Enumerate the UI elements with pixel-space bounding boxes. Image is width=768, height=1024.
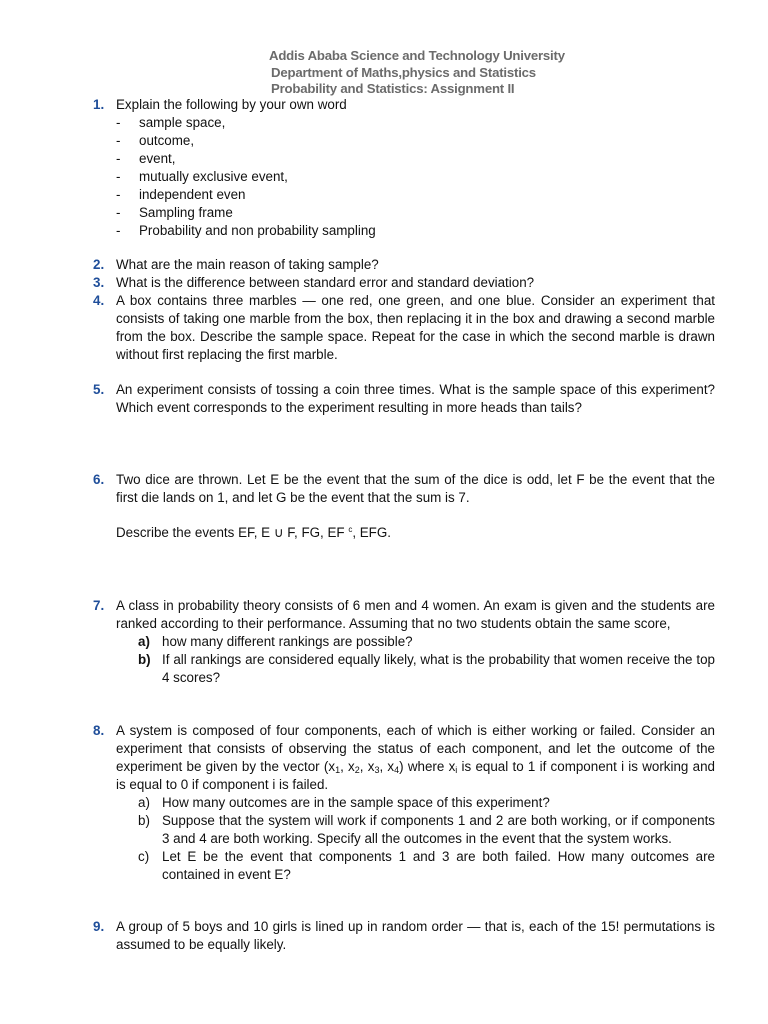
question-1 xyxy=(93,96,715,240)
list-item: - event, xyxy=(116,151,176,166)
question-number: 6. xyxy=(93,472,105,487)
question-number: 3. xyxy=(93,275,105,290)
department-name: Department of Maths,physics and Statistics xyxy=(271,65,536,80)
sub-question: b) Suppose that the system will work if components 1 and 2 are both working, or if components 3 and 4 are both working. Specify all the outcomes in the event that the system works. xyxy=(138,813,715,846)
question-7 xyxy=(93,597,715,687)
term-list xyxy=(93,114,715,240)
question-number: 1. xyxy=(93,97,105,112)
question-5 xyxy=(93,381,715,417)
question-number: 7. xyxy=(93,598,105,613)
list-item: - Sampling frame xyxy=(116,205,233,220)
question-6 xyxy=(93,471,715,542)
university-name: Addis Ababa Science and Technology University xyxy=(269,48,565,63)
question-text: What is the difference between standard error and standard deviation? xyxy=(116,275,535,290)
question-3 xyxy=(93,274,715,292)
question-9 xyxy=(93,918,715,954)
sub-question: c) Let E be the event that components 1 and 3 are both failed. How many outcomes are contained in event E? xyxy=(138,849,715,882)
question-text: What are the main reason of taking sample? xyxy=(116,257,379,272)
question-8 xyxy=(93,722,715,884)
list-item: - mutually exclusive event, xyxy=(116,169,288,184)
question-text: A box contains three marbles — one red, one green, and one blue. Consider an experiment that consists of taking one marble from the box, then replacing it in the box and drawing a second marble from the box. Describe the sample space. Repeat for the case in which the second marble is drawn without first replacing the first marble. xyxy=(116,293,715,362)
list-item: - outcome, xyxy=(116,133,195,148)
list-item: - Probability and non probability sampling xyxy=(116,223,376,238)
question-text: A group of 5 boys and 10 girls is lined up in random order — that is, each of the 15! permutations is assumed to be equally likely. xyxy=(116,919,715,952)
question-text: An experiment consists of tossing a coin three times. What is the sample space of this experiment? Which event corresponds to the experiment resulting in more heads than tails? xyxy=(116,382,715,415)
sub-question: a) how many different rankings are possible? xyxy=(138,634,413,649)
list-item: - independent even xyxy=(116,187,246,202)
course-title: Probability and Statistics: Assignment II xyxy=(271,81,515,96)
question-text: A class in probability theory consists of 6 men and 4 women. An exam is given and the students are ranked according to their performance. Assuming that no two students obtain the same score, xyxy=(116,598,715,631)
list-item: - sample space, xyxy=(116,115,226,130)
describe-events-line: Describe the events EF, E ∪ F, FG, EF $^c$, EFG. xyxy=(116,525,392,540)
question-text: Two dice are thrown. Let E be the event that the sum of the dice is odd, let F be the event that the first die lands on 1, and let G be the event that the sum is 7. xyxy=(116,472,715,505)
sub-question: a) How many outcomes are in the sample space of this experiment? xyxy=(138,795,550,810)
question-text: Explain the following by your own word xyxy=(116,97,347,112)
question-number: 5. xyxy=(93,382,105,397)
question-number: 9. xyxy=(93,919,105,934)
sub-question-list xyxy=(93,633,715,687)
question-number: 4. xyxy=(93,293,105,308)
sub-question-list xyxy=(93,794,715,884)
question-number: 8. xyxy=(93,723,105,738)
question-text: A system is composed of four components, each of which is either working or failed. Consider an experiment that consists of observing the status of each component, and let the outcome of the experiment be given by the vector ($x_1$, $x_2$, $x_3$, $x_4$) where $x_i$ is equal to 1 if component i is working and is equal to 0 if component i is failed. xyxy=(116,723,715,792)
question-number: 2. xyxy=(93,257,105,272)
sub-question: b) If all rankings are considered equally likely, what is the probability that women receive the top 4 scores? xyxy=(138,652,715,685)
question-4 xyxy=(93,292,715,364)
question-2 xyxy=(93,256,715,274)
